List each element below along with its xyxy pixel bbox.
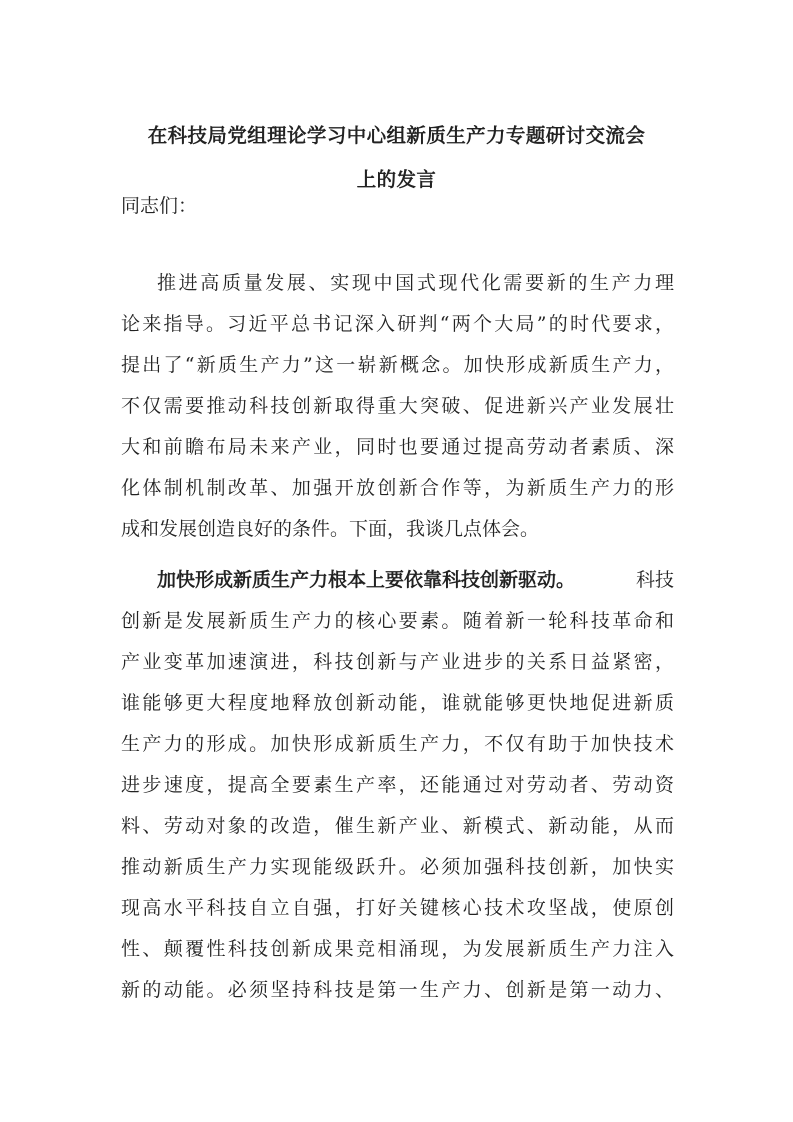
document-title-line-2: 上的发言 [356,168,437,191]
salutation: 同志们： [121,195,198,217]
paragraph-2-first-line-tail: 科技 [635,569,674,591]
paragraph-1-line-1: 推进高质量发展、实现中国式现代化需要新的生产力理 [157,272,674,294]
paragraph-1-line-4: 不仅需要推动科技创新取得重大突破、促进新兴产业发展壮 [121,395,674,417]
paragraph-1-line-7: 成和发展创造良好的条件。下面，我谈几点体会。 [121,518,540,540]
paragraph-2-line-3: 产业变革加速演进，科技创新与产业进步的关系日益紧密， [121,651,674,673]
paragraph-2-heading: 加快形成新质生产力根本上要依靠科技创新驱动。 [157,569,576,591]
paragraph-2-line-8: 推动新质生产力实现能级跃升。必须加强科技创新，加快实 [121,856,674,878]
paragraph-2-line-1 [157,566,674,594]
paragraph-1-line-5: 大和前瞻布局未来产业，同时也要通过提高劳动者素质、深 [121,436,674,458]
paragraph-2-line-10: 性、颠覆性科技创新成果竞相涌现，为发展新质生产力注入 [121,938,674,960]
paragraph-2-line-6: 进步速度，提高全要素生产率，还能通过对劳动者、劳动资 [121,774,674,796]
document-title-line-1: 在科技局党组理论学习中心组新质生产力专题研讨交流会 [147,124,646,147]
paragraph-2-line-4: 谁能够更大程度地释放创新动能，谁就能够更快地促进新质 [121,692,674,714]
paragraph-1-line-6: 化体制机制改革、加强开放创新合作等，为新质生产力的形 [121,477,674,499]
paragraph-2-line-7: 料、劳动对象的改造，催生新产业、新模式、新动能，从而 [121,815,674,837]
paragraph-1-line-3: 提出了“新质生产力”这一崭新概念。加快形成新质生产力， [121,354,674,376]
paragraph-2-line-11: 新的动能。必须坚持科技是第一生产力、创新是第一动力、 [121,979,674,1001]
paragraph-2-line-9: 现高水平科技自立自强，打好关键核心技术攻坚战，使原创 [121,897,674,919]
paragraph-2-line-5: 生产力的形成。加快形成新质生产力，不仅有助于加快技术 [121,733,674,755]
paragraph-2-line-2: 创新是发展新质生产力的核心要素。随着新一轮科技革命和 [121,610,674,632]
paragraph-1-line-2: 论来指导。习近平总书记深入研判“两个大局”的时代要求， [121,313,674,335]
